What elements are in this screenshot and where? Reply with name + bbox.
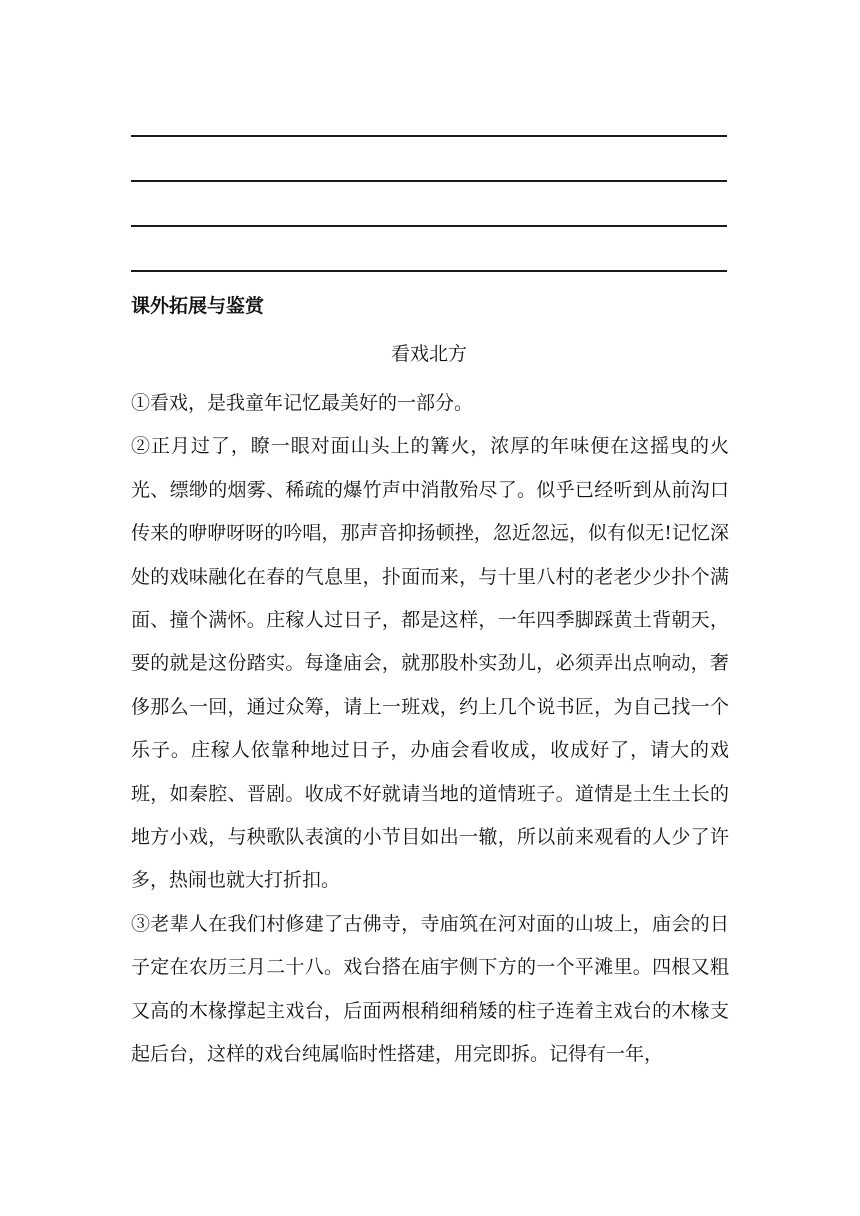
answer-line-1[interactable] [131,135,727,137]
paragraph-3: ③老辈人在我们村修建了古佛寺，寺庙筑在河对面的山坡上，庙会的日子定在农历三月二十八。戏台搭在庙宇侧下方的一个平滩里。四根又粗又高的木椽撑起主戏台，后面两根稍细稍矮的柱子连着主戏台的木椽支起后台，这样的戏台纯属临时性搭建，用完即拆。记得有一年， [131,912,729,1066]
paragraph-1: ①看戏，是我童年记忆最美好的一部分。 [131,392,474,414]
section-title: 课外拓展与鉴赏 [131,295,265,317]
paragraph-2: ②正月过了，瞭一眼对面山头上的篝火，浓厚的年味便在这摇曳的火光、缥缈的烟雾、稀疏的爆竹声中消散殆尽了。似乎已经听到从前沟口传来的咿咿呀呀的吟唱，那声音抑扬顿挫，忽近忽远，似有似无!记忆深处的戏味融化在春的气息里，扑面而来，与十里八村的老老少少扑个满面、撞个满怀。庄稼人过日子，都是这样，一年四季脚踩黄土背朝天，要的就是这份踏实。每逢庙会，就那股朴实劲儿，必须弄出点响动，奢侈那么一回，通过众筹，请上一班戏，约上几个说书匠，为自己找一个乐子。庄稼人依靠种地过日子，办庙会看收成，收成好了，请大的戏班，如秦腔、晋剧。收成不好就请当地的道情班子。道情是土生土长的地方小戏，与秧歌队表演的小节目如出一辙，所以前来观看的人少了许多，热闹也就大打折扣。 [131,435,729,892]
article-title: 看戏北方 [390,343,467,365]
answer-line-4[interactable] [131,270,727,272]
answer-line-2[interactable] [131,180,727,182]
answer-line-3[interactable] [131,225,727,227]
article-body [131,382,729,1077]
